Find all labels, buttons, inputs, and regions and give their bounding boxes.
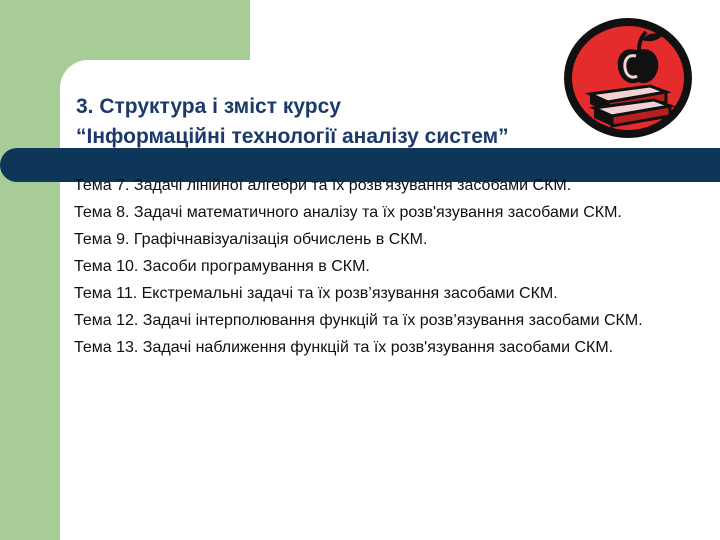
topic-item: Тема 9. Графічнавізуалізація обчислень в СКМ. [74, 231, 428, 248]
topic-item: Тема 8. Задачі математичного аналізу та їх розв'язування засобами СКМ. [74, 204, 622, 221]
topics-list [74, 172, 704, 361]
topic-item: Тема 13. Задачі наближення функцій та їх розв'язування засобами СКМ. [74, 339, 614, 356]
slide-title-line-2: “Інформаційні технології аналізу систем” [76, 125, 509, 148]
topic-item: Тема 12. Задачі інтерполювання функцій та їх розв’язування засобами СКМ. [74, 312, 643, 329]
topic-item: Тема 11. Екстремальні задачі та їх розв’язування засобами СКМ. [74, 285, 558, 302]
slide-title-line-1: 3. Структура і зміст курсу [76, 95, 341, 118]
topic-item: Тема 7. Задачі лінійної алгебри та їх розв'язування засобами СКМ. [74, 177, 572, 194]
topic-item: Тема 10. Засоби програмування в СКМ. [74, 258, 370, 275]
apple-on-books-icon [562, 16, 694, 140]
